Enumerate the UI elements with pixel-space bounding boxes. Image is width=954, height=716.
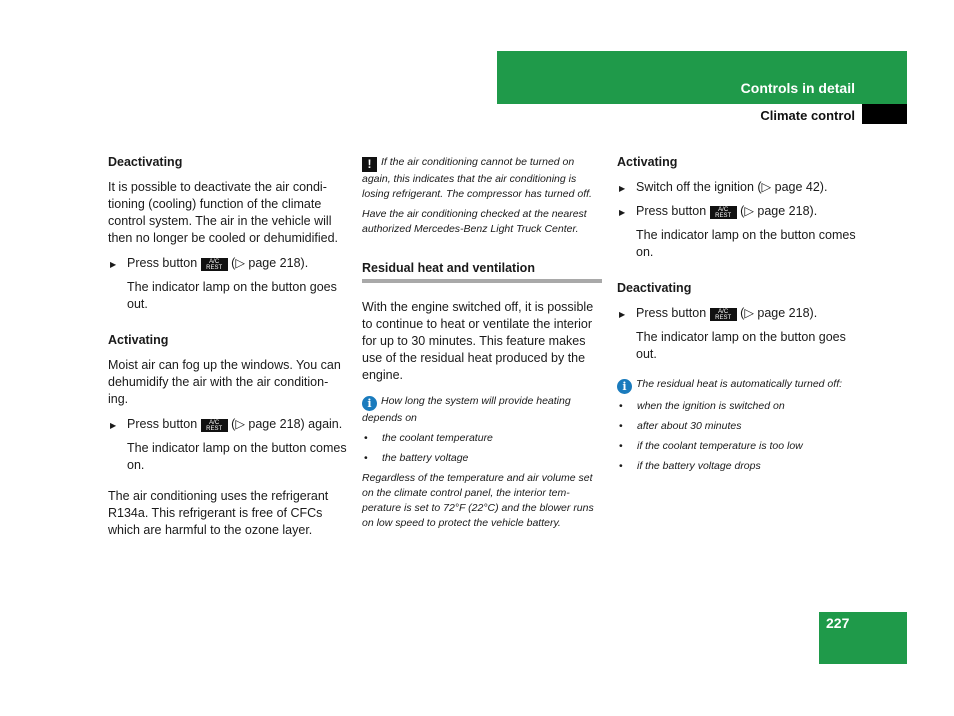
heading-activating: Activating — [617, 155, 678, 169]
section-marker — [862, 104, 907, 124]
chapter-title: Controls in detail — [740, 80, 855, 96]
section-heading: Residual heat and ventilation — [362, 261, 602, 283]
step: ▶ Press button A/C REST (▷ page 218). — [617, 203, 862, 220]
list-item: • when the ignition is switched on — [617, 399, 862, 414]
info-icon: i — [362, 396, 377, 411]
list-item: • the battery voltage — [362, 451, 602, 466]
info-icon: i — [617, 379, 632, 394]
step: ▶ Press button A/C REST (▷ page 218) again. — [108, 416, 348, 433]
column-3 — [617, 155, 862, 479]
list-item: • if the coolant temperature is too low — [617, 439, 862, 454]
step-result: The indicator lamp on the button goes out. — [636, 330, 846, 361]
heading-activating: Activating — [108, 333, 169, 347]
step-result: The indicator lamp on the button goes out. — [127, 280, 337, 311]
paragraph: Moist air can fog up the windows. You can dehumidify the air with the air condition-ing. — [108, 358, 341, 406]
step: ▶ Switch off the ignition (▷ page 42). — [617, 179, 862, 196]
step-result: The indicator lamp on the button comes on. — [127, 441, 347, 472]
header-bar — [497, 51, 907, 104]
paragraph: It is possible to deactivate the air condi-tioning (cooling) function of the climate control system. The air in the vehicle will then no longer be cooled or dehumidified. — [108, 180, 339, 245]
step-result: The indicator lamp on the button comes on. — [636, 228, 856, 259]
ac-button-icon: A/C REST — [201, 419, 228, 432]
info-note: i The residual heat is automatically turned off: — [617, 377, 862, 394]
list-item: • if the battery voltage drops — [617, 459, 862, 474]
info-footer: Regardless of the temperature and air volume set on the climate control panel, the interior tem-perature is set to 72°F (22°C) and the blower runs on low speed to protect the vehicle battery. — [362, 472, 594, 529]
column-1 — [108, 155, 348, 547]
warning-icon: ! — [362, 157, 377, 172]
warning-note-2: Have the air conditioning checked at the nearest authorized Mercedes-Benz Light Truck Center. — [362, 208, 587, 235]
ac-button-icon: A/C REST — [710, 308, 737, 321]
heading-deactivating: Deactivating — [617, 281, 692, 295]
list-item: • after about 30 minutes — [617, 419, 862, 434]
paragraph: With the engine switched off, it is possible to continue to heat or ventilate the interior for up to 30 minutes. This feature makes use of the residual heat produced by the engine. — [362, 300, 594, 382]
list-item: • the coolant temperature — [362, 431, 602, 446]
step: ▶ Press button A/C REST (▷ page 218). — [108, 255, 348, 272]
page-number: 227 — [826, 615, 850, 631]
info-note: i How long the system will provide heating depends on — [362, 395, 571, 424]
warning-note: ! If the air conditioning cannot be turned on again, this indicates that the air conditioning is losing refrigerant. The compressor has turned off. — [362, 156, 592, 200]
paragraph: The air conditioning uses the refrigerant R134a. This refrigerant is free of CFCs which are harmful to the ozone layer. — [108, 489, 329, 537]
heading-deactivating: Deactivating — [108, 155, 183, 169]
section-title: Climate control — [760, 108, 855, 123]
step: ▶ Press button A/C REST (▷ page 218). — [617, 305, 862, 322]
column-2 — [362, 155, 602, 536]
ac-button-icon: A/C REST — [201, 258, 228, 271]
ac-button-icon: A/C REST — [710, 206, 737, 219]
